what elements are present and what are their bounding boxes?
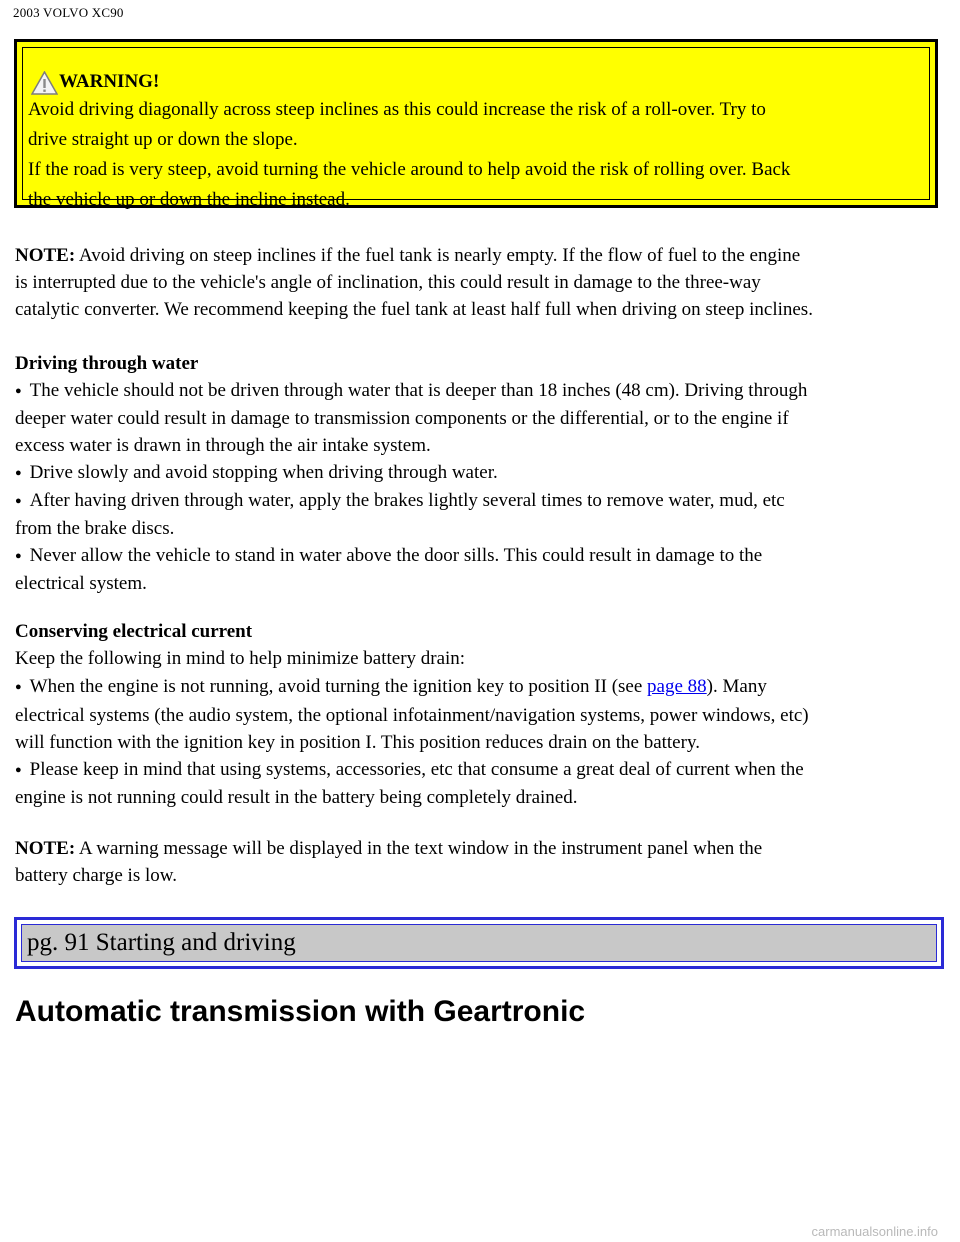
bullet-icon: ●: [15, 681, 22, 693]
bullet-icon: ●: [15, 495, 22, 507]
watermark: carmanualsonline.info: [811, 1224, 938, 1239]
bullet-icon: ●: [15, 550, 22, 562]
section-heading-water: Driving through water: [15, 353, 199, 374]
page-88-link[interactable]: page 88: [647, 676, 707, 697]
warning-title-row: [31, 61, 159, 95]
section-heading-current: Conserving electrical current: [15, 621, 253, 642]
list-item-continuation: excess water is drawn in through the air intake system.: [15, 435, 431, 456]
note-label: NOTE:: [15, 838, 76, 859]
section-conserving-current: [15, 618, 950, 811]
list-item-continuation: from the brake discs.: [15, 518, 175, 539]
note-text: A warning message will be displayed in the text window in the instrument panel when the: [75, 838, 763, 859]
note-text-line: battery charge is low.: [15, 865, 177, 886]
list-item-continuation: electrical system.: [15, 573, 147, 594]
warning-line: If the road is very steep, avoid turning the vehicle around to help avoid the risk of rolling over. Back: [28, 159, 791, 180]
page-banner-text: pg. 91 Starting and driving: [27, 929, 296, 956]
list-item: ● Drive slowly and avoid stopping when driving through water.: [15, 462, 498, 483]
warning-title: WARNING!: [59, 71, 160, 92]
note-label: NOTE:: [15, 245, 76, 266]
list-item-continuation: electrical systems (the audio system, the optional infotainment/navigation systems, power windows, etc): [15, 705, 809, 726]
list-item-continuation: engine is not running could result in the battery being completely drained.: [15, 787, 578, 808]
list-item: ● When the engine is not running, avoid turning the ignition key to position II (see page 88). Many: [15, 676, 767, 697]
document-header: 2003 VOLVO XC90: [13, 5, 124, 20]
warning-triangle-icon: [31, 71, 58, 95]
note-text-line: is interrupted due to the vehicle's angle of inclination, this could result in damage to the three-way: [15, 272, 761, 293]
section-driving-through-water: [15, 350, 950, 597]
warning-text: [28, 95, 928, 215]
page-banner-inner: [21, 924, 937, 962]
section-intro: Keep the following in mind to help minimize battery drain:: [15, 648, 466, 669]
list-item-continuation: will function with the ignition key in position I. This position reduces drain on the battery.: [15, 732, 700, 753]
bullet-icon: ●: [15, 467, 22, 479]
warning-line: drive straight up or down the slope.: [28, 129, 298, 150]
list-item: ● Never allow the vehicle to stand in water above the door sills. This could result in damage to the: [15, 545, 763, 566]
list-item-continuation: deeper water could result in damage to transmission components or the differential, or to the engine if: [15, 408, 789, 429]
list-item: ● Please keep in mind that using systems, accessories, etc that consume a great deal of current when the: [15, 759, 804, 780]
bullet-icon: ●: [15, 764, 22, 776]
note-fuel-tank: [15, 242, 950, 323]
note-battery: [15, 835, 950, 889]
list-item: ● The vehicle should not be driven through water that is deeper than 18 inches (48 cm). Driving through: [15, 380, 808, 401]
list-item: ● After having driven through water, apply the brakes lightly several times to remove water, mud, etc: [15, 490, 785, 511]
warning-box: [14, 39, 938, 208]
section-heading-transmission: Automatic transmission with Geartronic: [15, 995, 586, 1028]
bullet-icon: ●: [15, 385, 22, 397]
warning-line: the vehicle up or down the incline instead.: [28, 189, 350, 210]
page-banner: [14, 917, 944, 969]
warning-line: Avoid driving diagonally across steep inclines as this could increase the risk of a roll-over. Try to: [28, 99, 766, 120]
note-text-line: catalytic converter. We recommend keeping the fuel tank at least half full when driving on steep inclines.: [15, 299, 813, 320]
note-text: Avoid driving on steep inclines if the fuel tank is nearly empty. If the flow of fuel to the engine: [75, 245, 801, 266]
